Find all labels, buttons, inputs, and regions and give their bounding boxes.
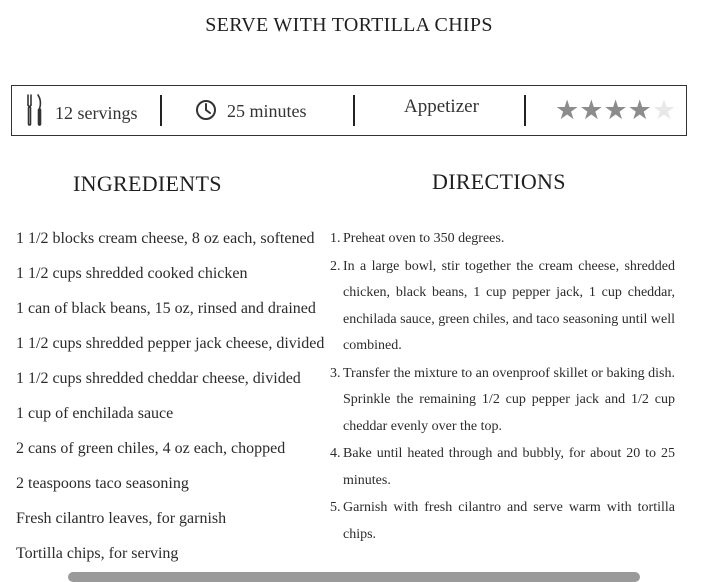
step-text: Transfer the mixture to an ovenproof skillet or baking dish. Sprinkle the remaining 1/2 cup pepper jack and 1/2 cup cheddar evenly over the top.	[343, 365, 675, 434]
direction-step	[330, 361, 675, 441]
step-number: 4.	[330, 446, 341, 461]
ingredient-item: Tortilla chips, for serving	[16, 545, 179, 562]
directions-heading: DIRECTIONS	[432, 169, 566, 194]
ingredient-item: 2 teaspoons taco seasoning	[16, 475, 189, 492]
ingredients-list	[16, 228, 326, 578]
ingredients-heading: INGREDIENTS	[73, 171, 222, 196]
step-number: 2.	[330, 258, 341, 274]
direction-step	[330, 495, 675, 548]
step-number: 3.	[330, 365, 341, 381]
ingredient-item: 1 1/2 cups shredded cheddar cheese, divided	[16, 370, 301, 387]
category-text: Appetizer	[404, 96, 479, 117]
step-text: In a large bowl, stir together the cream cheese, shredded chicken, black beans, 1 cup pepper jack, 1 cup cheddar, enchilada sauce, green chiles, and taco seasoning until well combined.	[343, 258, 675, 353]
step-text: Garnish with fresh cilantro and serve warm with tortilla chips.	[343, 500, 675, 542]
direction-step	[330, 441, 675, 494]
ingredient-item: 1 1/2 blocks cream cheese, 8 oz each, softened	[16, 230, 315, 247]
ingredient-item: 1 1/2 cups shredded pepper jack cheese, divided	[16, 335, 325, 352]
servings-info	[26, 86, 138, 134]
direction-step	[330, 226, 675, 253]
info-divider	[353, 95, 355, 126]
step-text: Bake until heated through and bubbly, for about 20 to 25 minutes.	[343, 446, 675, 488]
star-filled-icon: ★	[555, 95, 580, 125]
info-divider	[160, 95, 162, 126]
step-number: 1.	[330, 231, 341, 246]
recipe-info-bar	[11, 85, 687, 136]
servings-text: 12 servings	[55, 102, 138, 123]
clock-icon	[195, 99, 217, 121]
directions-list	[330, 226, 675, 549]
ingredient-item: 2 cans of green chiles, 4 oz each, chopped	[16, 440, 286, 457]
ingredient-item: Fresh cilantro leaves, for garnish	[16, 510, 227, 527]
recipe-title: SERVE WITH TORTILLA CHIPS	[205, 14, 493, 36]
ingredient-item: 1 can of black beans, 15 oz, rinsed and drained	[16, 300, 316, 317]
star-empty-icon: ★	[651, 95, 677, 125]
step-text: Preheat oven to 350 degrees.	[343, 231, 505, 246]
time-text: 25 minutes	[227, 100, 307, 121]
star-filled-icon: ★	[579, 95, 604, 125]
star-filled-icon: ★	[627, 95, 652, 125]
time-info	[195, 86, 307, 134]
info-divider	[524, 95, 526, 126]
ingredient-item: 1 cup of enchilada sauce	[16, 405, 174, 422]
star-filled-icon: ★	[603, 95, 628, 125]
category-info	[404, 86, 479, 134]
horizontal-scrollbar[interactable]	[68, 572, 640, 582]
utensils-icon	[26, 93, 44, 127]
ingredient-item: 1 1/2 cups shredded cooked chicken	[16, 265, 248, 282]
step-number: 5.	[330, 500, 341, 515]
direction-step	[330, 254, 675, 360]
rating-stars	[555, 97, 676, 123]
